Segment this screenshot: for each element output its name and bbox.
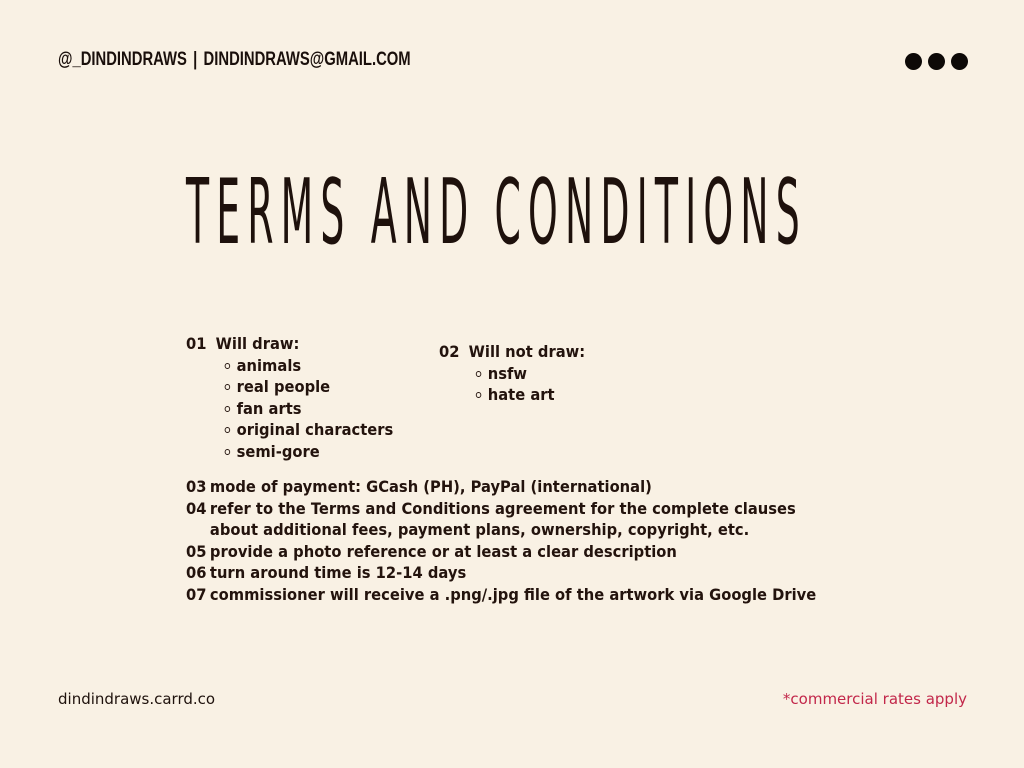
commercial-rates-note: *commercial rates apply — [782, 690, 967, 708]
term-continuation: about additional fees, payment plans, ownership, copyright, etc. — [209, 520, 750, 539]
header-separator: | — [193, 49, 198, 70]
site-link[interactable]: dindindraws.carrd.co — [58, 690, 216, 708]
terms-list — [186, 476, 816, 605]
will-draw-section — [186, 333, 393, 462]
term-number: 06 — [186, 563, 207, 582]
header-contact — [58, 49, 411, 71]
term-text: refer to the Terms and Conditions agreement for the complete clauses — [209, 498, 796, 518]
email-link[interactable]: DINDINDRAWS@GMAIL.COM — [203, 49, 411, 70]
section-heading — [186, 333, 393, 355]
page-title: TERMS AND CONDITIONS — [186, 160, 807, 265]
will-not-draw-section — [439, 341, 585, 406]
section-number: 02 — [439, 342, 460, 361]
term-text: commissioner will receive a .png/.jpg file of the artwork via Google Drive — [209, 584, 817, 604]
list-item: fan arts — [225, 398, 394, 420]
term-item — [186, 476, 816, 498]
will-not-draw-list — [439, 363, 585, 406]
term-item — [186, 562, 816, 584]
term-text: turn around time is 12-14 days — [209, 563, 467, 582]
list-item: nsfw — [476, 363, 585, 385]
term-item — [186, 498, 816, 520]
term-number: 03 — [186, 477, 207, 496]
list-item: semi-gore — [225, 441, 394, 463]
section-title: Will not draw: — [468, 342, 586, 361]
term-number: 07 — [186, 584, 207, 604]
term-item — [186, 584, 816, 606]
list-item: animals — [225, 355, 394, 377]
will-draw-list — [186, 355, 393, 463]
term-item — [186, 541, 816, 563]
term-number: 04 — [186, 498, 207, 518]
section-number: 01 — [186, 334, 207, 353]
list-item: original characters — [225, 419, 394, 441]
social-handle[interactable]: @_DINDINDRAWS — [58, 49, 187, 70]
section-title: Will draw: — [215, 334, 300, 353]
term-text: mode of payment: GCash (PH), PayPal (international) — [209, 477, 652, 496]
term-text: provide a photo reference or at least a clear description — [209, 541, 677, 561]
list-item: real people — [225, 376, 394, 398]
dot-icon — [905, 53, 922, 70]
dot-icon — [928, 53, 945, 70]
term-number: 05 — [186, 541, 207, 561]
section-heading — [439, 341, 585, 363]
more-options-icon[interactable] — [905, 53, 968, 70]
dot-icon — [951, 53, 968, 70]
list-item: hate art — [476, 384, 585, 406]
